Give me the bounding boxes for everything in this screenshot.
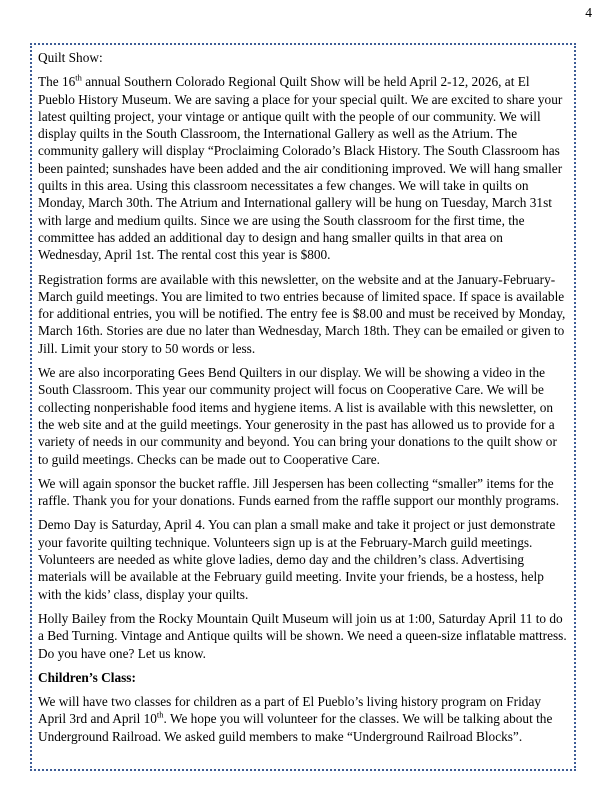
page-number: 4 — [585, 5, 592, 20]
quilt-show-heading: Quilt Show: — [38, 50, 103, 65]
paragraph-quilt-show-intro — [38, 73, 568, 263]
newsletter-content-box — [30, 43, 576, 771]
ordinal-superscript: th — [156, 709, 164, 720]
childrens-class-heading: Children’s Class: — [38, 669, 136, 685]
paragraph-bucket-raffle: We will again sponsor the bucket raffle. Jill Jespersen has been collecting “smaller” items for the raffle. Thank you for your donations. Funds earned from the raffle support our monthly programs. — [38, 475, 560, 509]
paragraph-childrens-class — [38, 693, 568, 745]
text-segment: annual Southern Colorado Regional Quilt Show will be held April 2-12, 2026, at El Pueblo History Museum. We are saving a place for your special quilt. We are excited to share your latest quilting project, your vintage or antique quilt with the people of our community. We will display quilts in the South Classroom, the International Gallery as well as the Atrium. The community gallery will display “Proclaiming Colorado’s Black History. The South Classroom has been painted; sunshades have been added and the air conditioning improved. We will hang smaller quilts in this area. Using this classroom necessitates a few changes. We will take in quilts on Monday, March 30th. The Atrium and International gallery will be hung on Tuesday, March 31st with large and medium quilts. Since we are using the South classroom for the first time, the committee has added an additional day to design and hang smaller quilts in that area on Wednesday, April 1st. The rental cost this year is $800. — [38, 74, 563, 263]
text-segment: . We hope you will volunteer for the classes. We will be talking about the Underground Railroad. We asked guild members to make “Underground Railroad Blocks”. — [38, 711, 553, 744]
paragraph-gees-bend-cooperative-care: We are also incorporating Gees Bend Quilters in our display. We will be showing a video in the South Classroom. This year our community project will focus on Cooperative Care. We will be collecting nonperishable food items and hygiene items. A list is available with this newsletter, on the web site and at the guild meetings. Your generosity in the past has allowed us to provide for a variety of needs in our community and beyond. You can bring your donations to the quilt show or to guild meetings. Checks can be made out to Cooperative Care. — [38, 365, 557, 467]
paragraph-bed-turning: Holly Bailey from the Rocky Mountain Quilt Museum will join us at 1:00, Saturday April 11 to do a Bed Turning. Vintage and Antique quilts will be shown. We need a queen-size inflatable mattress. Do you have one? Let us know. — [38, 610, 567, 661]
paragraph-demo-day: Demo Day is Saturday, April 4. You can plan a small make and take it project or just demonstrate your favorite quilting technique. Volunteers sign up is at the February-March guild meetings. Volunteers are needed as white glove ladies, demo day and the children’s class. Advertising materials will be available at the February guild meeting. Invite your friends, be a hostess, help with the kids’ class, display your quilts. — [38, 517, 556, 602]
text-segment: We will have two classes for children as a part of El Pueblo’s living history program on Friday April 3rd and April 10 — [38, 694, 541, 727]
paragraph-registration: Registration forms are available with this newsletter, on the website and at the January-February- March guild meetings. You are limited to two entries because of limited space. If space is available for additional entries, you will be notified. The entry fee is $8.00 and must be received by Monday, March 16th. Stories are due no later than Wednesday, March 18th. They can be emailed or given to Jill. Limit your story to 50 words or less. — [38, 271, 566, 356]
text-segment: The 16 — [38, 74, 76, 90]
ordinal-superscript: th — [75, 72, 82, 83]
